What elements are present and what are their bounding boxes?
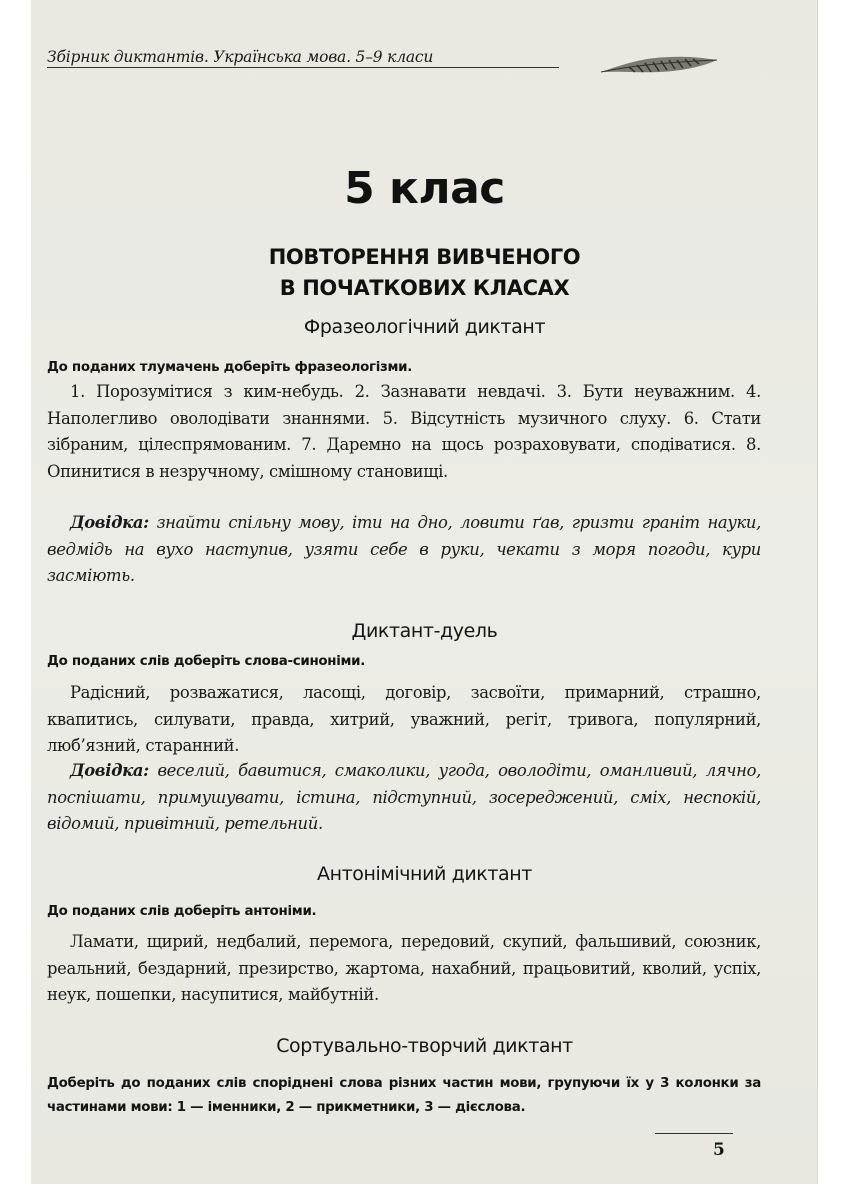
- chapter-title: 5 клас: [344, 163, 505, 214]
- subheading-sorting: Сортувально-творчий диктант: [276, 1035, 573, 1057]
- hint-label: Довідка:: [70, 513, 149, 532]
- hint-label: Довідка:: [70, 761, 149, 780]
- exercise-text-phraseological: 1. Порозумітися з ким-небудь. 2. Зазнавати невдачі. 3. Бути неуважним. 4. Наполегливо оволодівати знаннями. 5. Відсутність музичного слуху. 6. Стати зібраним, цілеспрямованим. 7. Даремно на щось розраховувати, сподіватися. 8. Опинитися в незручному, смішному становищі.: [47, 382, 761, 481]
- section-title-line-2: В ПОЧАТКОВИХ КЛАСАХ: [279, 276, 570, 300]
- folio-rule: [655, 1133, 733, 1134]
- subheading-duel: Диктант-дуель: [351, 620, 498, 642]
- section-title: [31, 242, 818, 304]
- section-title-line-1: ПОВТОРЕННЯ ВИВЧЕНОГО: [268, 245, 581, 269]
- hint-text: веселий, бавитися, смаколики, угода, оволодіти, оманливий, лячно, поспішати, примушувати, істина, підступний, зосереджений, сміх, неспокій, відомий, привітний, ретельний.: [47, 761, 761, 833]
- hint-phraseological: [47, 510, 761, 590]
- subheading-phraseological: Фразеологічний диктант: [303, 316, 546, 338]
- feather-leaf-icon: [599, 52, 719, 76]
- hint-duel: [47, 758, 761, 838]
- task-phraseological: До поданих тлумачень доберіть фразеологізми.: [47, 360, 413, 375]
- subheading-antonym: Антонімічний диктант: [317, 863, 532, 885]
- hint-text: знайти спільну мову, іти на дно, ловити ґав, гризти граніт науки, ведмідь на вухо наступив, узяти себе в руки, чекати з моря погоди, кури засміють.: [47, 513, 761, 585]
- task-antonym: До поданих слів доберіть антоніми.: [47, 904, 317, 919]
- task-sorting: Доберіть до поданих слів споріднені слова різних частин мови, групуючи їх у 3 колонки за частинами мови: 1 — іменники, 2 — прикметники, 3 — дієслова.: [47, 1076, 761, 1115]
- running-head: Збірник диктантів. Українська мова. 5–9 класи: [47, 48, 559, 68]
- exercise-text-antonym: Ламати, щирий, недбалий, перемога, передовий, скупий, фальшивий, союзник, реальний, бездарний, презирство, жартома, нахабний, працьовитий, кволий, успіх, неук, пошепки, насупитися, майбутній.: [47, 932, 761, 1004]
- book-page: [31, 0, 818, 1184]
- exercise-text-duel: Радісний, розважатися, ласощі, договір, засвоїти, примарний, страшно, квапитись, силувати, правда, хитрий, уважний, регіт, тривога, популярний, люб’язний, старанний.: [47, 683, 761, 755]
- task-duel: До поданих слів доберіть слова-синоніми.: [47, 654, 366, 669]
- page-number: 5: [713, 1140, 725, 1160]
